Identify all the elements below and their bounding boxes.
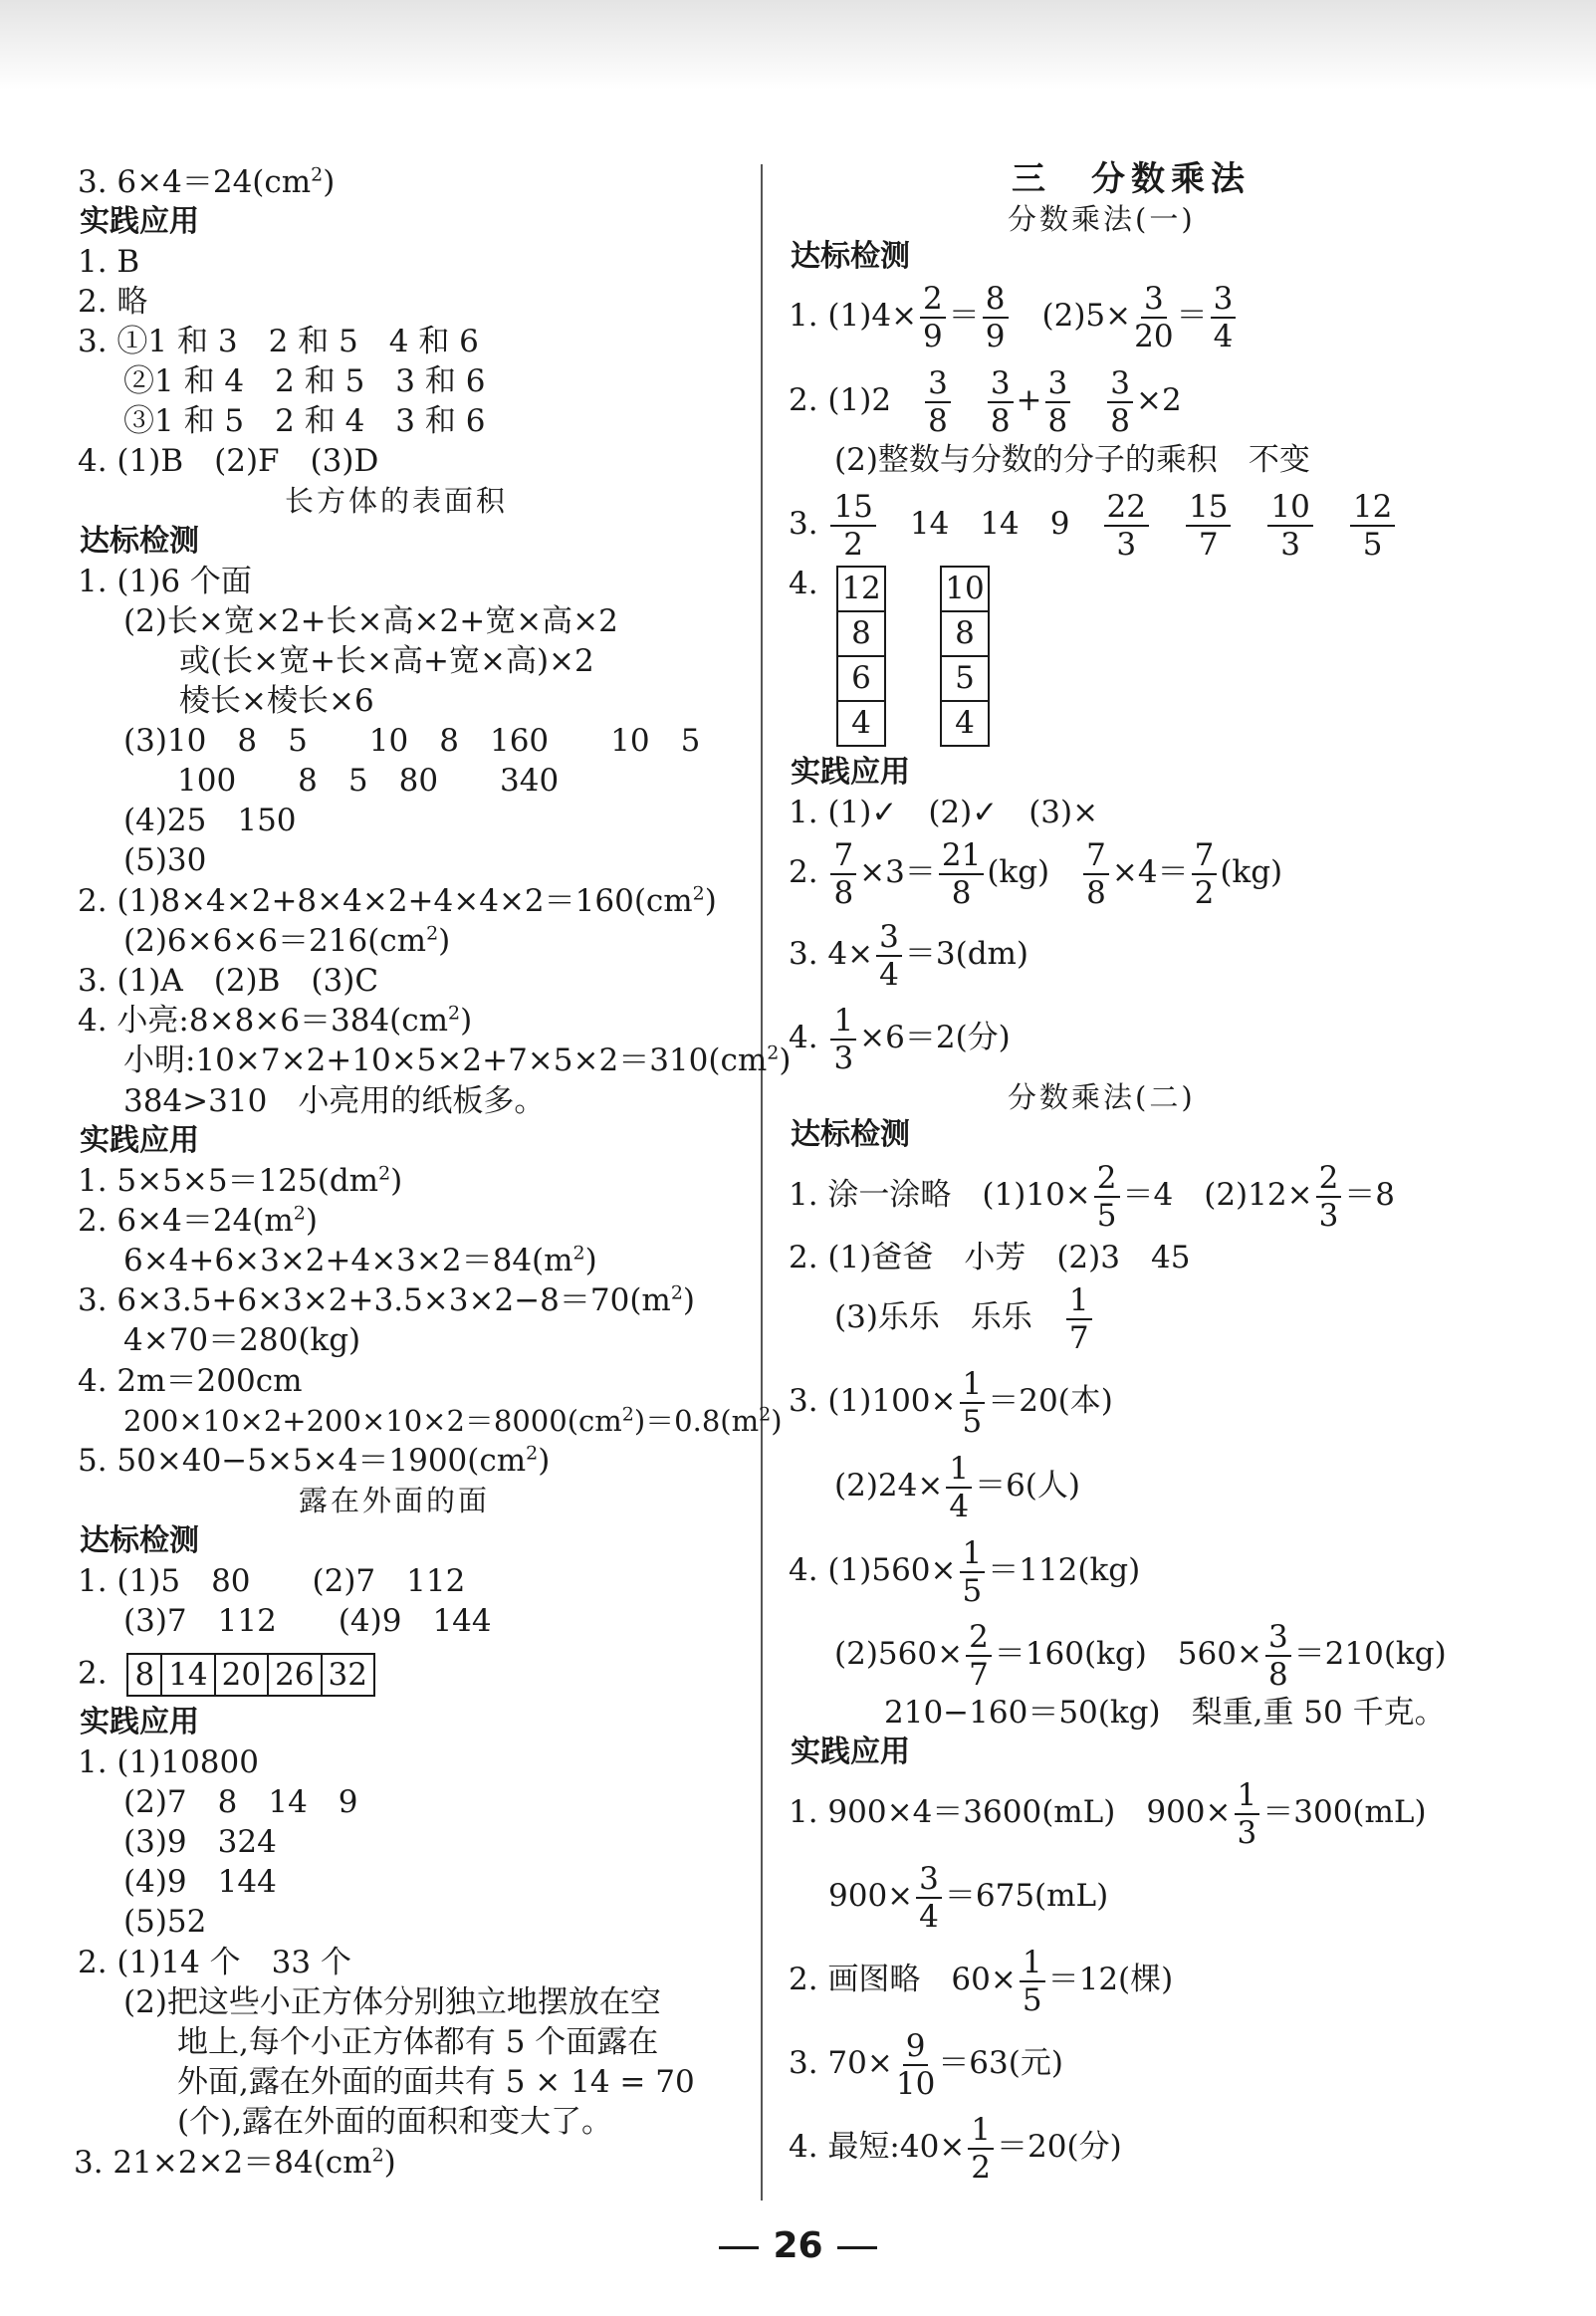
fraction-denominator: 4 [919,1898,939,1935]
fraction [896,2028,935,2102]
answer-line: (3)10 8 5 10 8 160 10 5 [123,723,701,759]
answer-line: 1. (1)10800 [78,1744,259,1780]
fraction-numerator: 1 [946,1451,972,1489]
expression-text: ×4＝ [1111,854,1189,890]
answer-line [789,914,1028,994]
fraction [920,281,946,354]
fraction-numerator: 2 [966,1619,992,1657]
fraction-numerator: 3 [1211,281,1237,319]
answer-line: 4×70＝280(kg) [123,1322,361,1358]
expression-text: ＝3(dm) [904,936,1029,972]
answer-line: 1. $5\times 5\times 5=125(dm^2)$ [78,1162,403,1199]
answer-line: $(2)6\times 6\times 6=216(cm^2)$ [123,922,451,959]
answer-line: (2)把这些小正方体分别独立地摆放在空 [123,1984,661,2020]
fraction-denominator: 2 [1194,874,1215,911]
fraction [1235,1777,1260,1851]
fraction-denominator: 8 [1086,874,1106,911]
answer-line: 1. (1)6 个面 [78,564,252,599]
answer-line [789,1940,1173,2019]
expression-text: (3)乐乐 乐乐 [834,1299,1063,1335]
page-number: 26 [0,2225,1596,2266]
fraction-denominator: 7 [1068,1319,1089,1356]
fraction-numerator: 3 [876,919,902,957]
answer-column-box [940,566,990,747]
fraction-numerator: 21 [939,837,984,875]
expression-text: ＝8 [1344,1177,1396,1213]
fraction [830,489,875,563]
fraction-numerator: 3 [988,365,1014,403]
fraction-numerator: 9 [903,2028,929,2066]
fraction-denominator: 5 [962,1572,983,1609]
fraction-numerator: 8 [983,281,1009,319]
fraction-numerator: 1 [830,1003,856,1041]
fraction [968,2112,994,2186]
answer-line [828,1856,1108,1936]
fraction [1045,365,1071,439]
expression-text [954,382,985,418]
answer-line: 3. $6\times 3.5+6\times 3\times 2+3.5\times 3\times 2-8=70(m^2)$ [78,1281,696,1318]
expression-text: ×3＝ [859,854,936,890]
fraction-numerator: 2 [1316,1160,1342,1198]
fraction-denominator: 7 [1198,526,1219,563]
fraction-numerator: 15 [830,489,875,527]
fraction [1316,1160,1342,1234]
fraction-numerator: 10 [1267,489,1312,527]
fraction-numerator: 12 [1350,489,1395,527]
section-heading: 实践应用 [80,1123,199,1158]
answer-line: (4)25 150 [123,803,297,838]
answer-cell: 8 [838,612,884,657]
fraction [1350,489,1395,563]
answer-line: (2)7 8 14 9 [123,1784,358,1820]
fraction-numerator: 1 [1235,1777,1260,1815]
answer-line [789,360,1182,440]
expression-text: 1. 涂一涂略 (1)10× [789,1177,1091,1213]
answer-cell: 8 [128,1655,162,1695]
answer-cell-row [126,1653,375,1697]
expression-text: 1. (1)4× [789,298,918,334]
fraction-numerator: 1 [960,1535,986,1573]
fraction-denominator: 5 [1022,1981,1042,2018]
fraction [960,1535,986,1609]
expression-text: (2)5× [1011,298,1132,334]
fraction-numerator: 3 [1107,365,1133,403]
answer-line: ②1 和 4 2 和 5 3 和 6 [123,363,486,399]
expression-text: + [1016,382,1042,418]
answer-cell: 14 [162,1655,215,1695]
expression-text: (kg) [1220,854,1283,890]
fraction-numerator: 3 [925,365,951,403]
answer-line [789,1772,1427,1852]
section-heading: 实践应用 [791,755,910,790]
expression-text: 2. (1)2 [789,382,923,418]
fraction-denominator: 5 [1096,1197,1117,1234]
expression-text: 3. 70× [789,2045,893,2081]
expression-text: 3. (1)100× [789,1383,957,1419]
fraction-denominator: 4 [949,1488,970,1524]
expression-text: ＝4 (2)12× [1122,1177,1313,1213]
fraction-denominator: 2 [843,526,864,563]
answer-line: $6\times 4+6\times 3\times 2+4\times 3\times 2=84(m^2)$ [123,1242,597,1278]
answer-line: 3. ①1 和 3 2 和 5 4 和 6 [78,324,479,359]
answer-line: 4. 2m＝200cm [78,1363,303,1399]
answer-line [789,484,1398,564]
expression-text: ＝ [948,298,980,334]
expression-text: 14 14 9 [878,506,1101,542]
answer-cell: 26 [269,1655,322,1695]
fraction-denominator: 8 [1267,1656,1288,1693]
answer-column-box [836,566,886,747]
answer-line: (3)7 112 (4)9 144 [123,1603,492,1639]
answer-line [834,1614,1447,1694]
fraction-denominator: 3 [1116,526,1137,563]
answer-line: (2)整数与分数的分子的乘积 不变 [834,442,1310,478]
expression-text: ＝675(mL) [944,1878,1109,1914]
scan-shadow [0,0,1596,90]
answer-cell: 32 [328,1657,367,1693]
expression-text: 1. 900×4＝3600(mL) 900× [789,1794,1232,1830]
answer-line: 210−160＝50(kg) 梨重,重 50 千克。 [884,1695,1446,1731]
answer-line [834,1277,1095,1357]
fraction [1094,1160,1120,1234]
answer-line: ③1 和 5 2 和 4 3 和 6 [123,403,486,439]
answer-line: 384>310 小亮用的纸板多。 [123,1083,546,1119]
answer-cell: 8 [942,612,988,657]
section-heading: 达标检测 [791,1117,910,1152]
answer-line: 小明$:10\times 7\times 2+10\times 5\times 2+7\times 5\times 2=310(cm^2)$ [123,1042,792,1078]
fraction-numerator: 15 [1186,489,1231,527]
answer-cell: 20 [216,1655,269,1695]
fraction-numerator: 1 [960,1366,986,1404]
answer-line: (5)52 [123,1904,207,1940]
section-heading: 达标检测 [80,524,199,559]
answer-cell: 10 [942,568,988,612]
expression-text: ＝210(kg) [1293,1636,1447,1672]
answer-line: 1. (1)5 80 (2)7 112 [78,1563,466,1599]
fraction-numerator: 7 [1083,837,1109,875]
answer-line [789,1155,1395,1235]
fraction [966,1619,992,1693]
subsection-title: 分数乘法(一) [1008,202,1196,236]
expression-text: ＝20(本) [988,1383,1113,1419]
answer-line: 2. (1)14 个 33 个 [78,1945,351,1980]
fraction [830,1003,856,1076]
fraction-denominator: 5 [1362,526,1383,563]
expression-text: ×2 [1136,382,1182,418]
fraction-numerator: 3 [916,1861,942,1899]
expression-text: 900× [828,1878,914,1914]
expression-text: ＝6(人) [975,1468,1080,1504]
fraction-denominator: 5 [962,1403,983,1440]
answer-line: (4)9 144 [123,1864,277,1900]
fraction-denominator: 8 [928,402,948,439]
fraction-denominator: 7 [969,1656,989,1693]
answer-line: (3)9 324 [123,1824,277,1860]
answer-cell: 5 [942,657,988,702]
fraction-denominator: 4 [1213,318,1234,354]
fraction-denominator: 3 [1318,1197,1339,1234]
fraction-denominator: 8 [951,874,972,911]
fraction-numerator: 1 [968,2112,994,2150]
fraction [1267,489,1312,563]
subsection-title: 分数乘法(二) [1008,1080,1196,1114]
answer-line: 2. $(1)8\times 4\times 2+8\times 4\times 2+4\times 4\times 2=160(cm^2)$ [78,882,717,919]
answer-line: 2. $6\times 4=24(m^2)$ [78,1202,318,1239]
answer-line: 1. B [78,244,140,280]
expression-text: (2)560× [834,1636,964,1672]
fraction-numerator: 1 [1066,1282,1092,1320]
expression-text: 3. 4× [789,936,874,972]
answer-cell: 12 [838,568,884,612]
fraction [1104,489,1149,563]
fraction [1186,489,1231,563]
fraction [1265,1619,1291,1693]
expression-text: 2. 画图略 60× [789,1962,1017,1997]
expression-text: 4. [789,1020,828,1055]
fraction-numerator: 2 [1094,1160,1120,1198]
expression-text: ×6＝2(分) [859,1020,1011,1055]
fraction-denominator: 10 [895,2065,936,2102]
expression-text: ＝112(kg) [988,1552,1141,1588]
answer-line: 4. [789,566,818,601]
answer-line: (5)30 [123,842,207,878]
fraction [939,837,984,911]
answer-line: 2. 略 [78,284,148,320]
fraction-denominator: 9 [985,318,1006,354]
answer-line: (个),露在外面的面积和变大了。 [177,2104,613,2140]
expression-text: 4. (1)560× [789,1552,957,1588]
fraction [925,365,951,439]
answer-line: 1. (1)✓ (2)✓ (3)× [789,795,1099,830]
fraction-denominator: 3 [1280,526,1301,563]
fraction-denominator: 8 [833,874,854,911]
section-heading: 实践应用 [80,204,199,239]
fraction-denominator: 8 [990,402,1011,439]
answer-line [789,2107,1122,2187]
chapter-title: 三 分数乘法 [1012,159,1251,199]
fraction-numerator: 3 [1141,281,1167,319]
answer-line: 3. $6\times 4=24(cm^2)$ [78,163,336,200]
answer-line: 4. 小亮$:8\times 8\times 6=384(cm^2)$ [78,1002,473,1039]
fraction-numerator: 1 [1020,1945,1045,1982]
expression-text: (2)24× [834,1468,944,1504]
answer-line [834,1446,1080,1525]
answer-line [789,998,1011,1077]
answer-line: 4. (1)B (2)F (3)D [78,443,379,479]
expression-text: 2. [789,854,828,890]
answer-line: $200\times 10\times 2+200\times 10\times 2=8000(cm^2)=0.8(m^2)$ [123,1403,783,1438]
fraction [830,837,856,911]
subsection-title: 长方体的表面积 [285,484,509,518]
expression-text: 4. 最短:40× [789,2129,966,2165]
fraction [1211,281,1237,354]
answer-line: 3. $21\times 2\times 2=84(cm^2)$ [74,2144,396,2181]
section-heading: 达标检测 [791,239,910,274]
fraction-numerator: 7 [830,837,856,875]
fraction [988,365,1014,439]
expression-text: ＝160(kg) 560× [994,1636,1262,1672]
expression-text: ＝300(mL) [1262,1794,1427,1830]
fraction-numerator: 3 [1265,1619,1291,1657]
answer-line: 地上,每个小正方体都有 5 个面露在 [177,2024,659,2060]
section-heading: 实践应用 [80,1705,199,1739]
fraction [1066,1282,1092,1356]
answer-line [789,2023,1063,2103]
fraction-denominator: 3 [833,1040,854,1076]
answer-line [789,832,1282,912]
answer-line: 或(长×宽+长×高+宽×高)×2 [179,643,594,679]
fraction-numerator: 3 [1045,365,1071,403]
fraction [1134,281,1173,354]
answer-line: 2. (1)爸爸 小芳 (2)3 45 [789,1240,1191,1275]
fraction [1107,365,1133,439]
expression-text [1073,382,1104,418]
fraction [983,281,1009,354]
fraction [916,1861,942,1935]
answer-line [789,1361,1113,1441]
section-heading: 实践应用 [791,1735,910,1769]
expression-text: ＝63(元) [938,2045,1063,2081]
fraction-denominator: 8 [1047,402,1068,439]
fraction [946,1451,972,1524]
answer-line [789,276,1239,355]
answer-line [789,1530,1140,1610]
expression-text: ＝ [1176,298,1208,334]
expression-text: ＝20(分) [997,2129,1122,2165]
answer-line: 100 8 5 80 340 [177,763,560,799]
expression-text: (kg) [987,854,1081,890]
expression-text: ＝12(棵) [1047,1962,1174,1997]
fraction-numerator: 22 [1104,489,1149,527]
fraction-denominator: 2 [971,2149,992,2186]
answer-cell: 4 [851,705,871,741]
section-heading: 达标检测 [80,1523,199,1558]
answer-line: 外面,露在外面的面共有 5 × 14 = 70 [177,2064,695,2100]
fraction [960,1366,986,1440]
column-divider [761,164,763,2200]
fraction [1083,837,1109,911]
answer-line: 棱长×棱长×6 [179,683,374,719]
fraction [876,919,902,993]
fraction-denominator: 4 [879,956,899,993]
expression-text: 3. [789,506,828,542]
fraction-numerator: 2 [920,281,946,319]
answer-line [78,1653,375,1697]
fraction-denominator: 3 [1237,1814,1257,1851]
answer-cell: 6 [838,657,884,702]
answer-line: (2)长×宽×2+长×高×2+宽×高×2 [123,603,618,639]
answer-cell: 4 [955,705,975,741]
fraction-numerator: 7 [1192,837,1218,875]
fraction-denominator: 9 [923,318,943,354]
subsection-title: 露在外面的面 [299,1484,491,1517]
fraction [1192,837,1218,911]
answer-line: 3. (1)A (2)B (3)C [78,963,379,999]
item-number: 2. [78,1655,108,1692]
fraction [1020,1945,1045,2018]
fraction-denominator: 20 [1134,318,1174,354]
fraction-denominator: 8 [1110,402,1130,439]
answer-line: 5. $50\times 40-5\times 5\times 4=1900(cm^2)$ [78,1442,551,1479]
